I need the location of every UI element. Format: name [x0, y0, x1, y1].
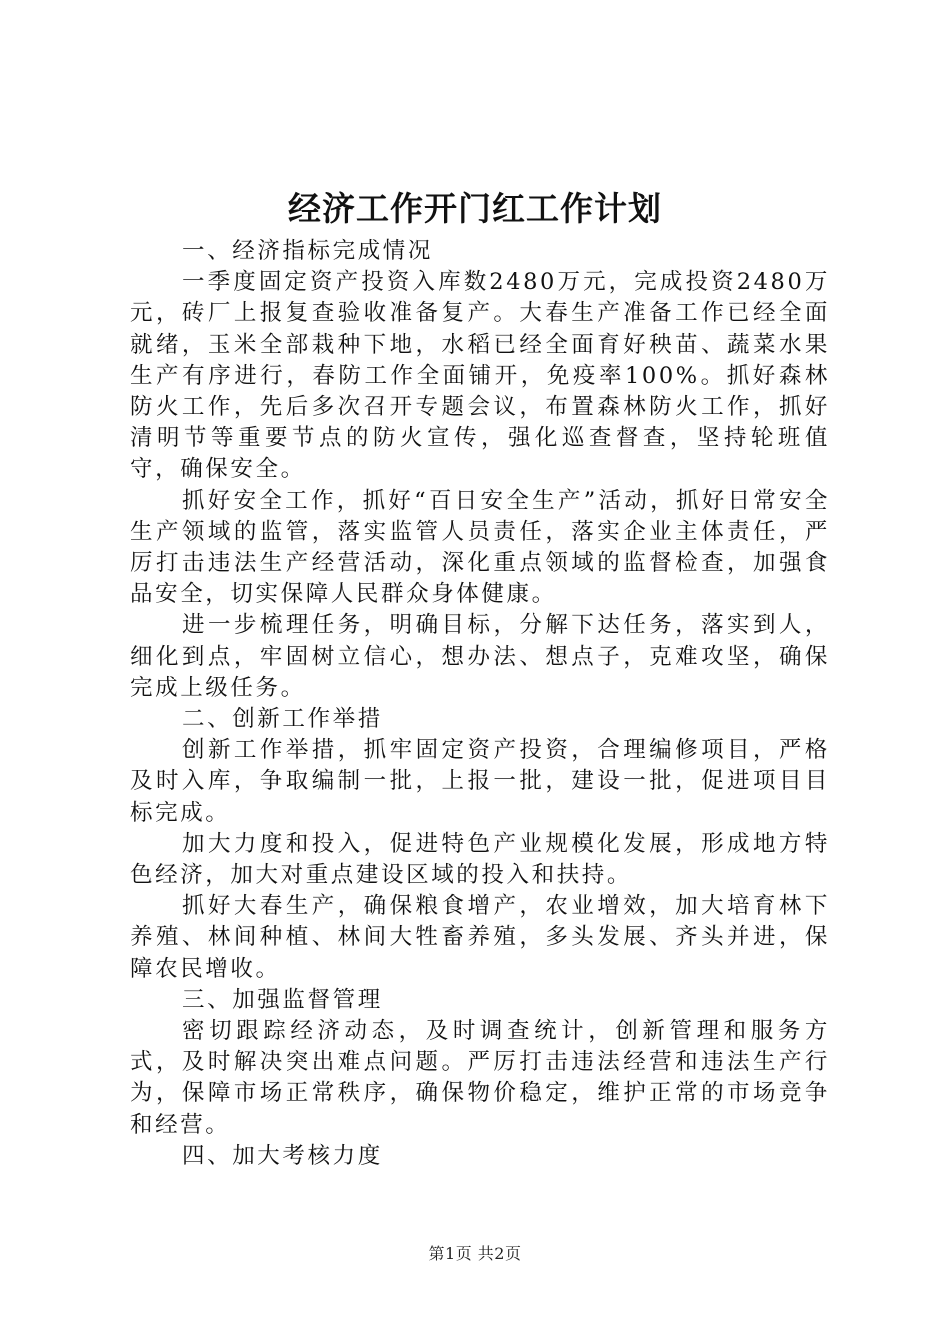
body-paragraph: 进一步梳理任务，明确目标，分解下达任务，落实到人，细化到点，牢固树立信心，想办法、想点子，克难攻坚，确保完成上级任务。: [130, 612, 830, 701]
section-heading-4: 四、加大考核力度: [182, 1142, 383, 1169]
section-heading-3: 三、加强监督管理: [182, 986, 383, 1013]
body-paragraph: 一季度固定资产投资入库数2480万元，完成投资2480万元，砖厂上报复查验收准备复产。大春生产准备工作已经全面就绪，玉米全部栽种下地，水稻已经全面育好秧苗、蔬菜水果生产有序进行，春防工作全面铺开，免疫率100%。抓好森林防火工作，先后多次召开专题会议，布置森林防火工作，抓好清明节等重要节点的防火宣传，强化巡查督查，坚持轮班值守，确保安全。: [130, 269, 830, 483]
body-paragraph: 抓好大春生产，确保粮食增产，农业增效，加大培育林下养殖、林间种植、林间大牲畜养殖，多头发展、齐头并进，保障农民增收。: [130, 893, 830, 982]
body-paragraph: 抓好安全工作，抓好“百日安全生产”活动，抓好日常安全生产领域的监管，落实监管人员责任，落实企业主体责任，严厉打击违法生产经营活动，深化重点领域的监督检查，加强食品安全，切实保障人民群众身体健康。: [130, 487, 830, 608]
document-title: 经济工作开门红工作计划: [288, 189, 662, 228]
body-paragraph: 加大力度和投入，促进特色产业规模化发展，形成地方特色经济，加大对重点建设区域的投入和扶持。: [130, 830, 830, 889]
page-footer: 第1页 共2页: [428, 1244, 522, 1263]
document-body: [130, 236, 830, 1172]
section-heading-2: 二、创新工作举措: [182, 706, 383, 733]
section-heading-1: 一、经济指标完成情况: [182, 238, 434, 264]
body-paragraph: 密切跟踪经济动态，及时调查统计，创新管理和服务方式，及时解决突出难点问题。严厉打击违法经营和违法生产行为，保障市场正常秩序，确保物价稳定，维护正常的市场竞争和经营。: [130, 1018, 830, 1138]
body-paragraph: 创新工作举措，抓牢固定资产投资，合理编修项目，严格及时入库，争取编制一批，上报一批，建设一批，促进项目目标完成。: [130, 737, 830, 826]
